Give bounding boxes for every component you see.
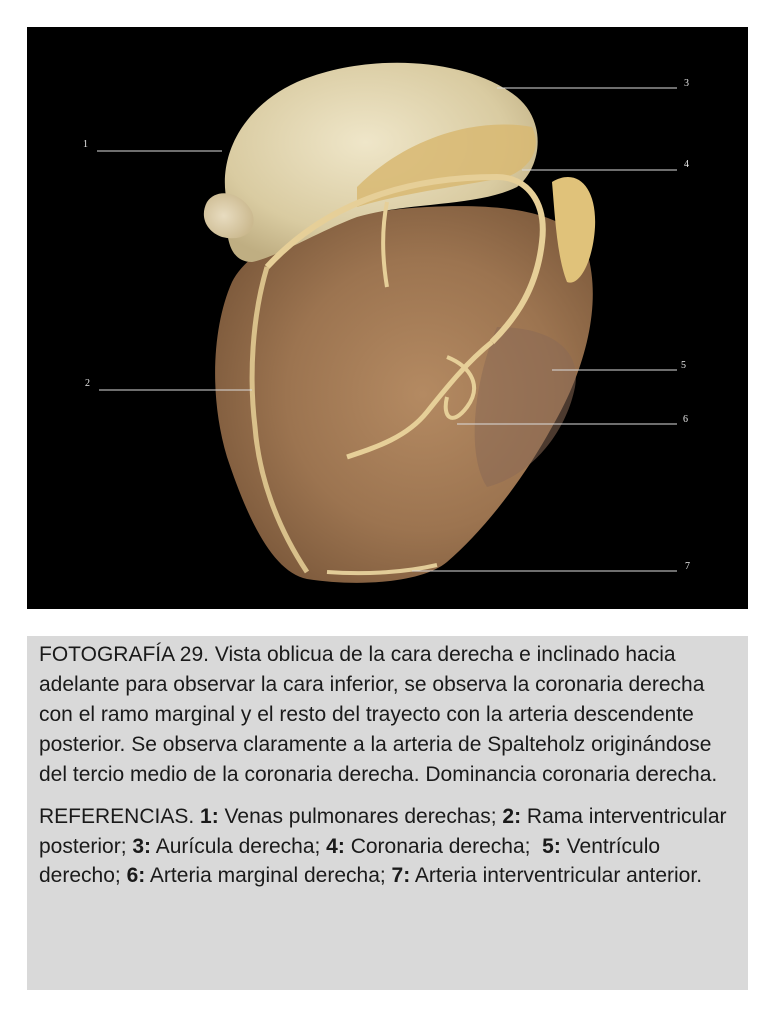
ref-text-5: Ventrículo derecho; (39, 834, 661, 887)
references (39, 802, 736, 891)
heart-specimen-photo (27, 27, 748, 609)
label-6: 6 (683, 414, 688, 425)
ref-num-6: 6: (126, 864, 146, 887)
references-prefix: REFERENCIAS. (39, 805, 201, 828)
ref-text-1: Venas pulmonares derechas; (218, 805, 503, 828)
ref-num-1: 1: (200, 805, 219, 828)
ref-num-7: 7: (391, 864, 411, 887)
label-1: 1 (83, 139, 88, 150)
ref-text-7: Arteria interventricular anterior. (410, 864, 703, 887)
label-5: 5 (681, 360, 686, 371)
caption-box (27, 636, 748, 990)
ref-num-4: 4: (326, 834, 345, 858)
ref-text-3: Aurícula derecha; (151, 834, 327, 858)
ref-text-2: Rama interventricular posterior; (39, 805, 727, 858)
photo-caption: FOTOGRAFÍA 29. Vista oblicua de la cara derecha e inclinado hacia adelante para observar la cara inferior, se observa la coronaria derecha con el ramo marginal y el resto del trayecto con la arteria descendente posterior. Se observa claramente a la arteria de Spalteholz originándose del tercio medio de la coronaria derecha. Dominancia coronaria derecha. (39, 643, 718, 786)
label-3: 3 (684, 78, 689, 89)
ref-num-5: 5: (542, 834, 561, 858)
label-4: 4 (684, 159, 689, 170)
label-2: 2 (85, 378, 90, 389)
ref-num-3: 3: (132, 834, 152, 858)
ref-text-6: Arteria marginal derecha; (145, 864, 392, 887)
label-7: 7 (685, 561, 690, 572)
heart-illustration (27, 27, 748, 609)
ref-num-2: 2: (502, 805, 522, 828)
ref-text-4: Coronaria derecha; (344, 834, 543, 858)
